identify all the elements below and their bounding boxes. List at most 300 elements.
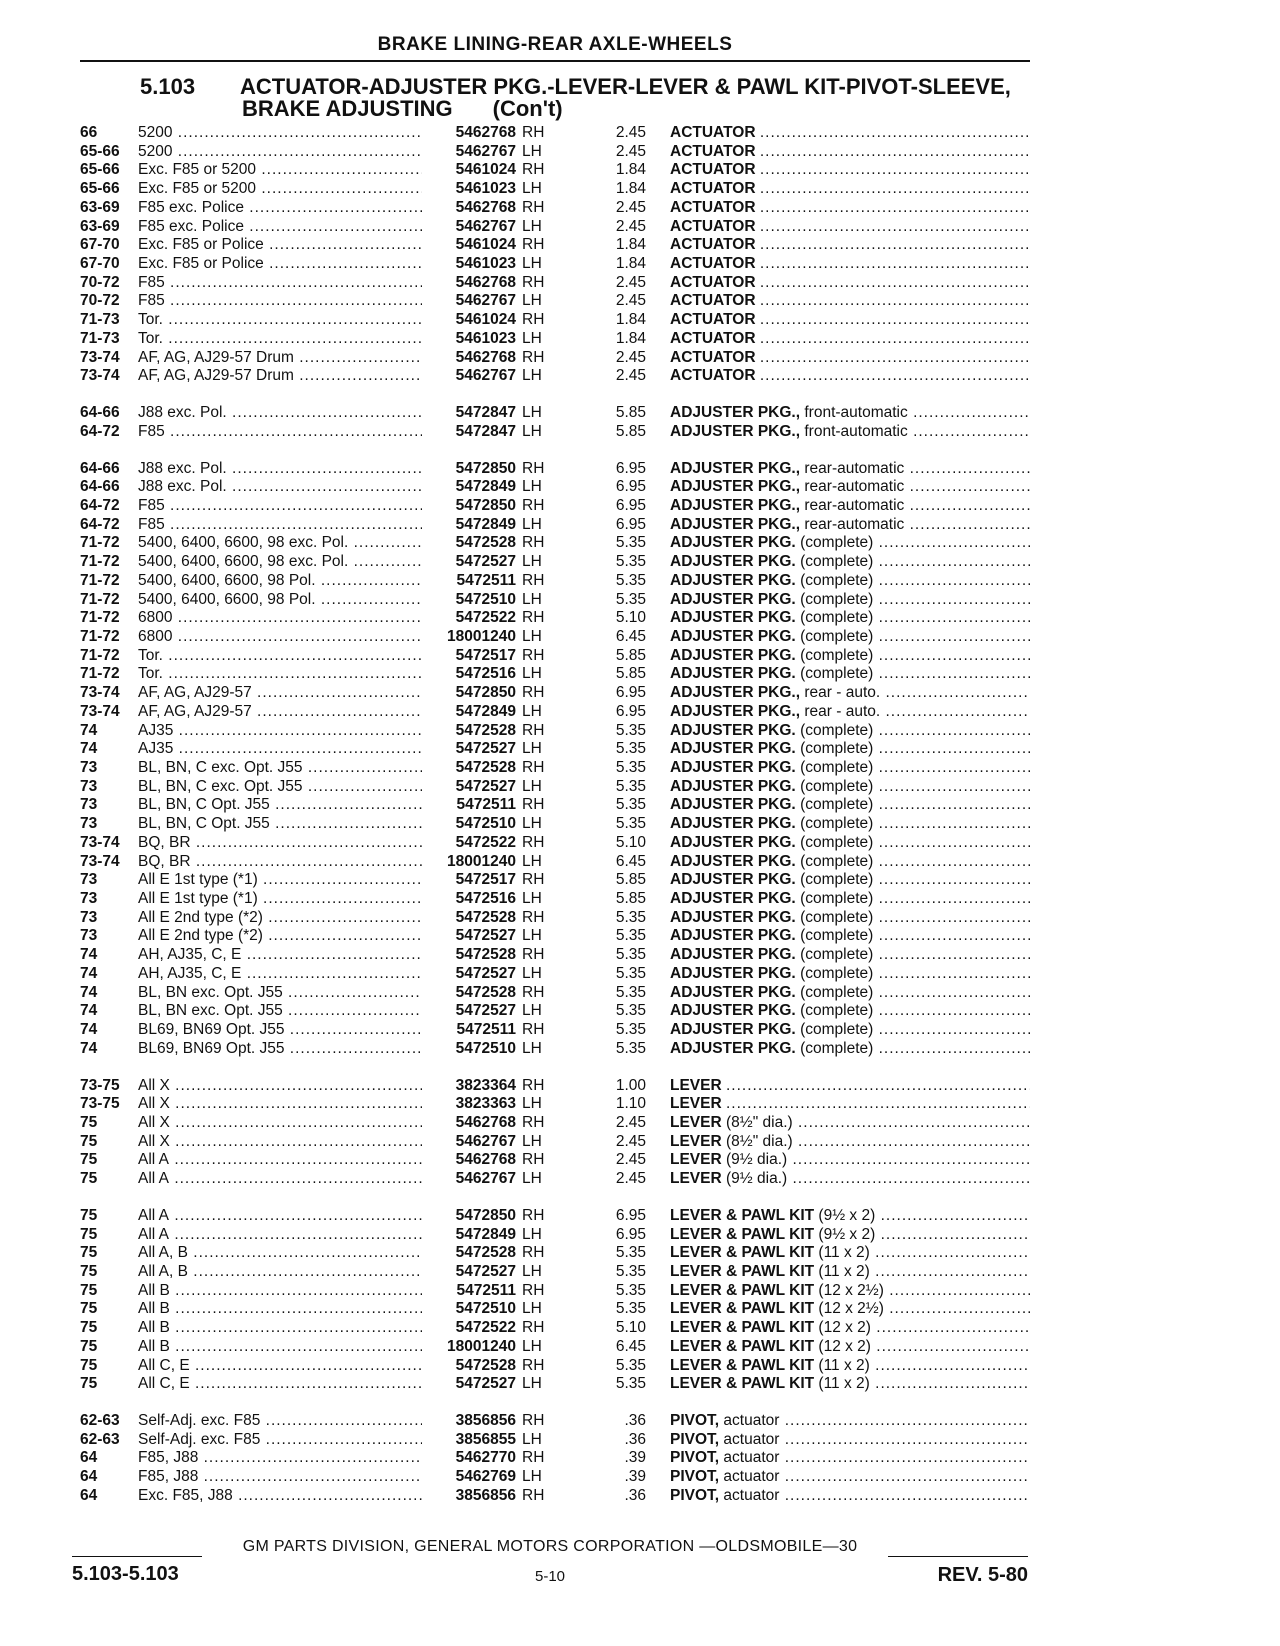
description-main: ACTUATOR — [670, 198, 756, 216]
application-cell: All X ..... — [138, 1077, 478, 1096]
table-row — [80, 703, 1030, 722]
side-cell: LH — [522, 1468, 542, 1486]
price-cell: 1.84 — [615, 236, 646, 254]
application-cell: All A ..... — [138, 1207, 478, 1226]
part-number-cell: 3856855 — [422, 1431, 516, 1450]
description-main: ADJUSTER PKG. — [670, 908, 796, 926]
year-cell: 73 — [80, 871, 98, 889]
side-cell: LH — [522, 1132, 542, 1150]
description-cell — [670, 759, 1030, 778]
application-cell: 5200 ..... — [138, 143, 478, 162]
price-cell: 5.35 — [615, 1002, 646, 1020]
description-cell — [670, 1021, 1030, 1040]
price-cell: 1.00 — [615, 1076, 646, 1094]
table-row — [80, 255, 1030, 274]
side-cell: LH — [522, 1170, 542, 1188]
table-row — [80, 1095, 1030, 1114]
part-number-cell: 5472528 — [422, 1357, 516, 1376]
side-cell: RH — [522, 348, 545, 366]
description-detail: front-automatic — [804, 404, 908, 422]
application-cell: All X ..... — [138, 1114, 478, 1133]
description-main: ADJUSTER PKG. — [670, 571, 796, 589]
table-row — [80, 647, 1030, 666]
price-cell: 5.35 — [615, 571, 646, 589]
part-number-cell: 5472510 — [422, 1300, 516, 1319]
description-detail: (complete) — [800, 553, 874, 571]
year-cell: 75 — [80, 1262, 98, 1280]
description-cell — [670, 1468, 1030, 1487]
description-detail: (9½ x 2) — [818, 1206, 876, 1224]
description-detail: (complete) — [800, 627, 874, 645]
side-cell: RH — [522, 646, 545, 664]
description-cell — [670, 180, 1030, 199]
table-row — [80, 1114, 1030, 1133]
year-cell: 64 — [80, 1486, 98, 1504]
year-cell: 71-73 — [80, 329, 120, 347]
price-cell: 5.35 — [615, 721, 646, 739]
description-cell — [670, 330, 1030, 349]
description-detail: (complete) — [800, 796, 874, 814]
description-cell — [670, 591, 1030, 610]
section-number: 5.103 — [140, 74, 196, 99]
side-cell: RH — [522, 236, 545, 254]
description-main: ADJUSTER PKG. — [670, 665, 796, 683]
table-row — [80, 759, 1030, 778]
description-detail: (12 x 2) — [818, 1337, 871, 1355]
application-cell: 5400, 6400, 6600, 98 Pol. ..... — [138, 591, 478, 610]
header-rule — [80, 60, 1030, 62]
description-main: ACTUATOR — [670, 217, 756, 235]
application-cell: BL, BN exc. Opt. J55 ..... — [138, 984, 478, 1003]
side-cell: LH — [522, 217, 542, 235]
application-cell: All B ..... — [138, 1338, 478, 1357]
application-cell: All X ..... — [138, 1133, 478, 1152]
description-main: LEVER & PAWL KIT — [670, 1281, 815, 1299]
part-number-cell: 18001240 — [422, 628, 516, 647]
description-main: LEVER — [670, 1076, 722, 1094]
description-main: ACTUATOR — [670, 367, 756, 385]
description-main: ACTUATOR — [670, 180, 756, 198]
description-main: ADJUSTER PKG. — [670, 1039, 796, 1057]
side-cell: LH — [522, 890, 542, 908]
description-cell — [670, 1282, 1030, 1301]
table-row — [80, 927, 1030, 946]
year-cell: 70-72 — [80, 273, 120, 291]
side-cell: RH — [522, 1021, 545, 1039]
side-cell: LH — [522, 740, 542, 758]
description-cell — [670, 218, 1030, 237]
year-cell: 64 — [80, 1449, 98, 1467]
description-main: ACTUATOR — [670, 236, 756, 254]
table-row — [80, 1282, 1030, 1301]
description-cell — [670, 1133, 1030, 1152]
parts-list — [80, 124, 1030, 1506]
part-number-cell: 5462767 — [422, 292, 516, 311]
application-cell: 5200 ..... — [138, 124, 478, 143]
side-cell: RH — [522, 908, 545, 926]
description-cell — [670, 871, 1030, 890]
description-main: PIVOT, — [670, 1430, 720, 1448]
table-row — [80, 778, 1030, 797]
year-cell: 74 — [80, 1021, 98, 1039]
description-detail: rear-automatic — [804, 459, 905, 477]
year-cell: 71-72 — [80, 571, 120, 589]
year-cell: 67-70 — [80, 236, 120, 254]
table-row — [80, 274, 1030, 293]
table-row — [80, 1300, 1030, 1319]
price-cell: 2.45 — [615, 292, 646, 310]
side-cell: LH — [522, 142, 542, 160]
price-cell: .36 — [624, 1412, 646, 1429]
price-cell: 6.45 — [615, 1337, 646, 1355]
application-cell: J88 exc. Pol. ..... — [138, 460, 478, 479]
part-number-cell: 5461023 — [422, 330, 516, 349]
side-cell: LH — [522, 329, 542, 347]
application-cell: BQ, BR ..... — [138, 853, 478, 872]
description-main: PIVOT, — [670, 1412, 720, 1429]
description-main: ACTUATOR — [670, 348, 756, 366]
description-cell — [670, 1319, 1030, 1338]
description-detail: (12 x 2½) — [818, 1281, 884, 1299]
footer-section-range: 5.103-5.103 — [72, 1563, 179, 1585]
description-cell — [670, 815, 1030, 834]
part-number-cell: 5472850 — [422, 497, 516, 516]
year-cell: 73-74 — [80, 348, 120, 366]
description-cell — [670, 778, 1030, 797]
application-cell: Exc. F85 or Police ..... — [138, 236, 478, 255]
description-cell — [670, 497, 1030, 516]
description-main: LEVER — [670, 1151, 722, 1169]
description-cell — [670, 1170, 1030, 1189]
application-cell: BQ, BR ..... — [138, 834, 478, 853]
description-main: ADJUSTER PKG. — [670, 759, 796, 776]
side-cell: RH — [522, 1113, 545, 1131]
description-cell — [670, 161, 1030, 180]
description-detail: (complete) — [800, 1021, 874, 1039]
year-cell: 66 — [80, 124, 98, 141]
application-cell: F85 exc. Police ..... — [138, 199, 478, 218]
year-cell: 75 — [80, 1151, 98, 1169]
description-cell — [670, 796, 1030, 815]
price-cell: 1.84 — [615, 329, 646, 347]
side-cell: LH — [522, 627, 542, 645]
description-main: ADJUSTER PKG., — [670, 702, 801, 720]
part-number-cell: 5472528 — [422, 722, 516, 741]
description-cell — [670, 1002, 1030, 1021]
description-main: LEVER & PAWL KIT — [670, 1262, 815, 1280]
description-detail: (11 x 2) — [818, 1244, 870, 1262]
application-cell: All A ..... — [138, 1226, 478, 1245]
side-cell: LH — [522, 515, 542, 533]
description-main: ADJUSTER PKG., — [670, 478, 801, 496]
description-main: ADJUSTER PKG. — [670, 1002, 796, 1020]
description-main: ACTUATOR — [670, 292, 756, 310]
part-number-cell: 5472850 — [422, 684, 516, 703]
price-cell: 5.35 — [615, 964, 646, 982]
year-cell: 64-72 — [80, 422, 120, 440]
description-detail: (complete) — [800, 833, 874, 851]
description-main: ADJUSTER PKG. — [670, 927, 796, 945]
part-number-cell: 5462768 — [422, 349, 516, 368]
side-cell: LH — [522, 852, 542, 870]
price-cell: .39 — [624, 1449, 646, 1467]
application-cell: All A ..... — [138, 1170, 478, 1189]
description-detail: (complete) — [800, 759, 874, 776]
part-number-cell: 5472522 — [422, 834, 516, 853]
application-cell: F85, J88 ..... — [138, 1468, 478, 1487]
description-detail: (11 x 2) — [818, 1262, 870, 1280]
description-detail: (complete) — [800, 983, 874, 1001]
part-number-cell: 5462767 — [422, 218, 516, 237]
description-cell — [670, 1412, 1030, 1431]
application-cell: All B ..... — [138, 1319, 478, 1338]
part-number-cell: 5472510 — [422, 815, 516, 834]
table-row — [80, 871, 1030, 890]
price-cell: 2.45 — [615, 142, 646, 160]
table-row — [80, 1244, 1030, 1263]
table-row — [80, 460, 1030, 479]
year-cell: 62-63 — [80, 1430, 120, 1448]
description-main: ACTUATOR — [670, 124, 756, 141]
part-number-cell: 5462768 — [422, 124, 516, 143]
side-cell: LH — [522, 367, 542, 385]
year-cell: 71-72 — [80, 627, 120, 645]
price-cell: 5.35 — [615, 534, 646, 552]
part-number-cell: 5472850 — [422, 460, 516, 479]
application-cell: 6800 ..... — [138, 609, 478, 628]
part-number-cell: 5472527 — [422, 965, 516, 984]
table-row — [80, 236, 1030, 255]
description-cell — [670, 703, 1030, 722]
description-main: LEVER & PAWL KIT — [670, 1319, 815, 1337]
price-cell: 5.35 — [615, 927, 646, 945]
side-cell: RH — [522, 1356, 545, 1374]
side-cell: LH — [522, 590, 542, 608]
table-row — [80, 1431, 1030, 1450]
part-number-cell: 5472511 — [422, 1021, 516, 1040]
side-cell: RH — [522, 161, 545, 179]
side-cell: LH — [522, 1430, 542, 1448]
description-main: ACTUATOR — [670, 161, 756, 179]
application-cell: F85, J88 ..... — [138, 1449, 478, 1468]
price-cell: 5.35 — [615, 1356, 646, 1374]
price-cell: 5.35 — [615, 796, 646, 814]
year-cell: 73-74 — [80, 833, 120, 851]
year-cell: 71-72 — [80, 590, 120, 608]
application-cell: All E 1st type (*1) ..... — [138, 871, 478, 890]
description-cell — [670, 199, 1030, 218]
price-cell: 5.35 — [615, 740, 646, 758]
application-cell: Tor. ..... — [138, 311, 478, 330]
table-row — [80, 946, 1030, 965]
part-number-cell: 5472527 — [422, 740, 516, 759]
description-main: PIVOT, — [670, 1449, 720, 1467]
description-detail: (complete) — [800, 871, 874, 889]
part-number-cell: 5461024 — [422, 161, 516, 180]
price-cell: 5.35 — [615, 759, 646, 776]
table-row — [80, 423, 1030, 442]
description-cell — [670, 1095, 1030, 1114]
description-cell — [670, 255, 1030, 274]
description-detail: (8½" dia.) — [726, 1113, 793, 1131]
price-cell: .36 — [624, 1486, 646, 1504]
description-main: ACTUATOR — [670, 311, 756, 329]
description-detail: (9½ dia.) — [726, 1170, 788, 1188]
section-title-line2: BRAKE ADJUSTING — [242, 96, 453, 121]
table-row — [80, 1021, 1030, 1040]
application-cell: All B ..... — [138, 1282, 478, 1301]
description-main: LEVER — [670, 1132, 722, 1150]
description-cell — [670, 460, 1030, 479]
part-number-cell: 5472528 — [422, 534, 516, 553]
price-cell: 5.35 — [615, 553, 646, 571]
description-cell — [670, 1449, 1030, 1468]
price-cell: 6.45 — [615, 852, 646, 870]
part-number-cell: 5472850 — [422, 1207, 516, 1226]
price-cell: 6.95 — [615, 515, 646, 533]
footer-page-number: 5-10 — [534, 1568, 566, 1585]
application-cell: 5400, 6400, 6600, 98 exc. Pol. ..... — [138, 534, 478, 553]
description-cell — [670, 124, 1030, 143]
table-row — [80, 1412, 1030, 1431]
part-number-cell: 5462767 — [422, 1170, 516, 1189]
year-cell: 71-72 — [80, 553, 120, 571]
side-cell: RH — [522, 721, 545, 739]
description-cell — [670, 236, 1030, 255]
description-cell — [670, 665, 1030, 684]
price-cell: 5.35 — [615, 1262, 646, 1280]
year-cell: 73 — [80, 927, 98, 945]
side-cell: LH — [522, 1225, 542, 1243]
year-cell: 74 — [80, 983, 98, 1001]
description-main: PIVOT, — [670, 1468, 720, 1486]
description-cell — [670, 1207, 1030, 1226]
price-cell: 5.35 — [615, 946, 646, 964]
side-cell: LH — [522, 777, 542, 795]
part-number-cell: 5472528 — [422, 909, 516, 928]
year-cell: 73 — [80, 759, 98, 776]
application-cell: Tor. ..... — [138, 665, 478, 684]
side-cell: LH — [522, 1337, 542, 1355]
description-cell — [670, 1338, 1030, 1357]
side-cell: RH — [522, 1076, 545, 1094]
side-cell: RH — [522, 609, 545, 627]
year-cell: 75 — [80, 1319, 98, 1337]
application-cell: Exc. F85 or 5200 ..... — [138, 180, 478, 199]
side-cell: RH — [522, 124, 545, 141]
price-cell: 1.84 — [615, 161, 646, 179]
year-cell: 73 — [80, 890, 98, 908]
table-row — [80, 1133, 1030, 1152]
part-number-cell: 5472516 — [422, 890, 516, 909]
application-cell: All C, E ..... — [138, 1357, 478, 1376]
side-cell: RH — [522, 1412, 545, 1429]
side-cell: RH — [522, 1244, 545, 1262]
price-cell: 2.45 — [615, 217, 646, 235]
price-cell: 5.10 — [615, 609, 646, 627]
part-number-cell: 5462770 — [422, 1449, 516, 1468]
description-detail: (complete) — [800, 946, 874, 964]
description-detail: rear - auto. — [804, 684, 881, 702]
description-main: PIVOT, — [670, 1486, 720, 1504]
description-cell — [670, 423, 1030, 442]
description-cell — [670, 684, 1030, 703]
application-cell: 6800 ..... — [138, 628, 478, 647]
side-cell: LH — [522, 180, 542, 198]
side-cell: RH — [522, 871, 545, 889]
part-number-cell: 5461024 — [422, 311, 516, 330]
year-cell: 71-73 — [80, 311, 120, 329]
table-row — [80, 161, 1030, 180]
description-main: LEVER — [670, 1095, 722, 1113]
side-cell: RH — [522, 1319, 545, 1337]
description-detail: (complete) — [800, 927, 874, 945]
application-cell: BL, BN, C Opt. J55 ..... — [138, 796, 478, 815]
price-cell: 1.10 — [615, 1095, 646, 1113]
price-cell: 5.35 — [615, 1039, 646, 1057]
price-cell: 5.85 — [615, 665, 646, 683]
table-row — [80, 965, 1030, 984]
description-main: ADJUSTER PKG. — [670, 553, 796, 571]
part-number-cell: 5472527 — [422, 1375, 516, 1394]
description-main: ADJUSTER PKG. — [670, 815, 796, 833]
application-cell: BL, BN, C Opt. J55 ..... — [138, 815, 478, 834]
description-cell — [670, 572, 1030, 591]
year-cell: 73 — [80, 777, 98, 795]
price-cell: 6.95 — [615, 702, 646, 720]
description-main: ADJUSTER PKG. — [670, 590, 796, 608]
year-cell: 74 — [80, 740, 98, 758]
part-number-cell: 5462768 — [422, 1114, 516, 1133]
description-detail: (complete) — [800, 609, 874, 627]
part-number-cell: 5472849 — [422, 478, 516, 497]
application-cell: BL, BN exc. Opt. J55 ..... — [138, 1002, 478, 1021]
part-number-cell: 5472527 — [422, 778, 516, 797]
year-cell: 73-75 — [80, 1076, 120, 1094]
side-cell: LH — [522, 1095, 542, 1113]
part-number-cell: 5472516 — [422, 665, 516, 684]
description-detail: actuator — [723, 1486, 780, 1504]
price-cell: 5.85 — [615, 871, 646, 889]
description-cell — [670, 292, 1030, 311]
description-main: LEVER — [670, 1113, 722, 1131]
price-cell: 5.10 — [615, 833, 646, 851]
application-cell: BL69, BN69 Opt. J55 ..... — [138, 1040, 478, 1059]
part-number-cell: 5472527 — [422, 927, 516, 946]
price-cell: 2.45 — [615, 1151, 646, 1169]
description-detail: (8½" dia.) — [726, 1132, 793, 1150]
description-main: LEVER & PAWL KIT — [670, 1375, 815, 1393]
description-detail: (complete) — [800, 721, 874, 739]
description-detail: actuator — [723, 1412, 780, 1429]
description-detail: (complete) — [800, 777, 874, 795]
application-cell: AJ35 ..... — [138, 740, 478, 759]
footer-rule-left — [72, 1556, 202, 1557]
description-cell — [670, 984, 1030, 1003]
price-cell: 2.45 — [615, 348, 646, 366]
description-detail: (12 x 2½) — [818, 1300, 884, 1318]
year-cell: 64-66 — [80, 404, 120, 422]
year-cell: 75 — [80, 1300, 98, 1318]
part-number-cell: 3823363 — [422, 1095, 516, 1114]
table-row — [80, 1338, 1030, 1357]
year-cell: 74 — [80, 946, 98, 964]
footer-revision: REV. 5-80 — [937, 1564, 1028, 1586]
description-main: ADJUSTER PKG. — [670, 964, 796, 982]
table-row — [80, 311, 1030, 330]
table-row — [80, 890, 1030, 909]
price-cell: 2.45 — [615, 367, 646, 385]
